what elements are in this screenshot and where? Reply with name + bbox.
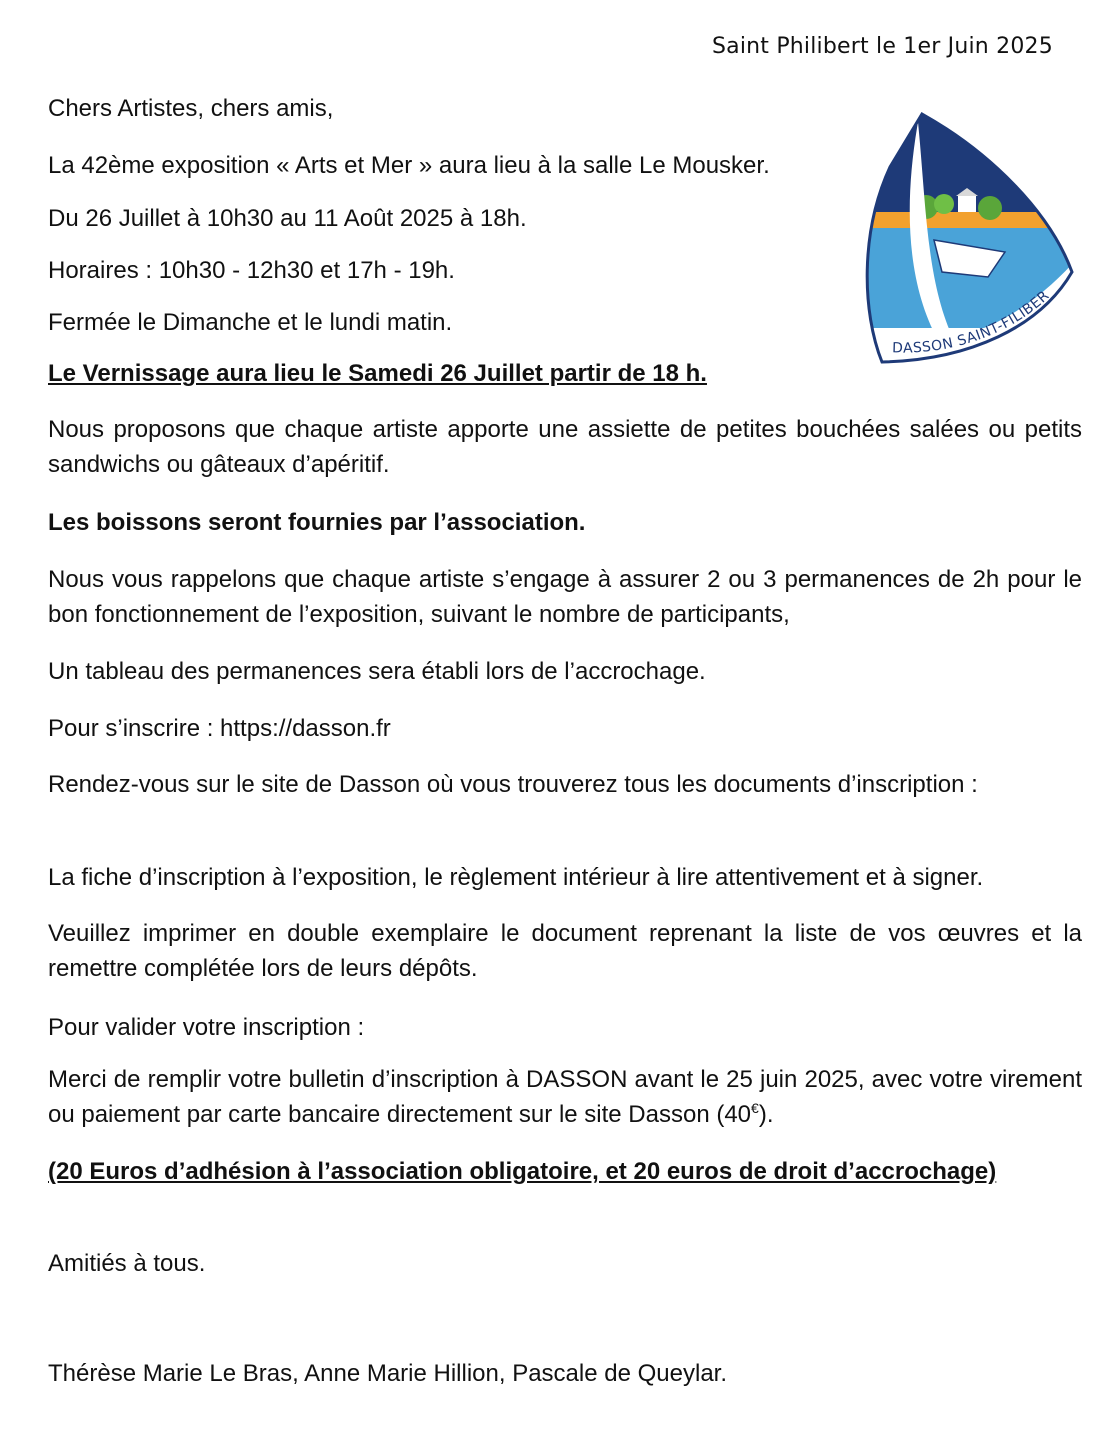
date-line: Saint Philibert le 1er Juin 2025: [712, 34, 1053, 59]
payment-paragraph: [48, 1062, 1082, 1132]
reminder-paragraph: Nous vous rappelons que chaque artiste s’engage à assurer 2 ou 3 permanences de 2h pour le bon fonctionnement de l’exposition, suivant le nombre de participants,: [48, 566, 1082, 628]
logo-text: DASSON SAINT-FILIBER: [891, 287, 1053, 357]
validate-line: Pour valider votre inscription :: [48, 1014, 365, 1041]
fees-paragraph: (20 Euros d’adhésion à l’association obligatoire, et 20 euros de droit d’accrochage): [48, 1158, 997, 1185]
schedule-line: Un tableau des permanences sera établi lors de l’accrochage.: [48, 658, 706, 685]
drinks-line: Les boissons seront fournies par l’association.: [48, 509, 586, 536]
closed-line: Fermée le Dimanche et le lundi matin.: [48, 309, 453, 336]
register-line: Pour s’inscrire : https://dasson.fr: [48, 715, 391, 742]
proposal-paragraph: Nous proposons que chaque artiste apporte une assiette de petites bouchées salées ou petits sandwichs ou gâteaux d’apéritif.: [48, 416, 1082, 478]
intro-line: La 42ème exposition « Arts et Mer » aura lieu à la salle Le Mousker.: [48, 152, 770, 179]
dasson-logo: [860, 112, 1074, 374]
hours-line: Horaires : 10h30 - 12h30 et 17h - 19h.: [48, 257, 455, 284]
payment-text: Merci de remplir votre bulletin d’inscription à DASSON avant le 25 juin 2025, avec votre virement ou paiement par carte bancaire directement sur le site Dasson (40: [48, 1066, 1082, 1128]
site-docs-paragraph: Rendez-vous sur le site de Dasson où vous trouverez tous les documents d’inscription :: [48, 771, 978, 798]
vernissage-line: Le Vernissage aura lieu le Samedi 26 Juillet partir de 18 h.: [48, 360, 707, 387]
closing-line: Amitiés à tous.: [48, 1250, 206, 1277]
greeting: Chers Artistes, chers amis,: [48, 95, 334, 122]
dates-line: Du 26 Juillet à 10h30 au 11 Août 2025 à 18h.: [48, 205, 527, 232]
signatures-line: Thérèse Marie Le Bras, Anne Marie Hillion, Pascale de Queylar.: [48, 1360, 727, 1387]
euro-superscript: €: [751, 1100, 759, 1116]
print-paragraph: Veuillez imprimer en double exemplaire le document reprenant la liste de vos œuvres et la remettre complétée lors de leurs dépôts.: [48, 920, 1082, 982]
forms-line: La fiche d’inscription à l’exposition, le règlement intérieur à lire attentivement et à signer.: [48, 864, 984, 891]
payment-end: ).: [758, 1101, 774, 1128]
